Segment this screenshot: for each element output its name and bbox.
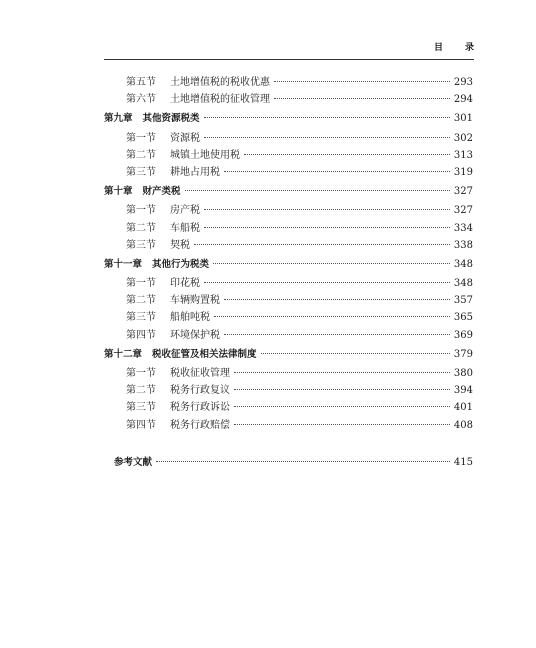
- entry-page: 357: [453, 295, 473, 307]
- toc-entry[interactable]: [104, 202, 473, 219]
- header-title: 目录: [433, 43, 496, 53]
- dot-leader: [234, 389, 450, 390]
- dot-leader: [204, 282, 450, 283]
- chapter-page: 301: [453, 113, 473, 125]
- dot-leader: [234, 406, 450, 407]
- entry-number: 第三节: [126, 166, 156, 178]
- entry-page: 338: [453, 239, 473, 251]
- entry-number: 第一节: [126, 205, 156, 217]
- entry-number: 第一节: [126, 278, 156, 290]
- dot-leader: [261, 353, 450, 354]
- entry-title: 资源税: [170, 132, 200, 144]
- references-page: 415: [453, 456, 473, 468]
- entry-title: 印花税: [170, 278, 200, 290]
- entry-page: 327: [453, 205, 473, 217]
- dot-leader: [214, 316, 450, 317]
- entry-page: 334: [453, 222, 473, 234]
- entry-title: 税收征收管理: [170, 368, 230, 379]
- dot-leader: [234, 372, 450, 373]
- chapter-title: 其他资源税类: [142, 113, 200, 125]
- toc-entry[interactable]: [104, 164, 473, 181]
- dot-leader: [274, 81, 450, 82]
- chapter-title: 税收征管及相关法律制度: [152, 348, 257, 360]
- entry-title: 税务行政复议: [170, 385, 230, 397]
- entry-page: 394: [453, 385, 473, 397]
- chapter-page: 327: [453, 186, 473, 198]
- dot-leader: [234, 424, 450, 425]
- entry-title: 船舶吨税: [170, 312, 210, 324]
- entry-page: 369: [453, 329, 473, 341]
- toc-chapter[interactable]: [104, 183, 473, 200]
- table-of-contents: [104, 74, 473, 473]
- dot-leader: [224, 299, 450, 300]
- entry-number: 第一节: [126, 368, 156, 379]
- toc-entry[interactable]: [104, 382, 473, 399]
- dot-leader: [204, 209, 450, 210]
- toc-entry[interactable]: [104, 399, 473, 416]
- entry-page: 365: [453, 312, 473, 324]
- entry-title: 契税: [170, 239, 190, 251]
- entry-number: 第四节: [126, 419, 156, 431]
- entry-title: 环境保护税: [170, 329, 220, 341]
- entry-number: 第二节: [126, 295, 156, 307]
- toc-entry[interactable]: [104, 275, 473, 292]
- toc-references[interactable]: [104, 454, 473, 471]
- entry-number: 第二节: [126, 385, 156, 397]
- entry-title: 车辆购置税: [170, 295, 220, 307]
- toc-entry[interactable]: [104, 292, 473, 309]
- chapter-page: 379: [453, 348, 473, 360]
- toc-entry[interactable]: [104, 327, 473, 344]
- toc-entry[interactable]: [104, 74, 473, 91]
- chapter-title: 财产类税: [142, 186, 181, 198]
- entry-title: 税务行政赔偿: [170, 419, 230, 431]
- dot-leader: [204, 227, 450, 228]
- references-title: 参考文献: [114, 456, 153, 468]
- entry-page: 348: [453, 278, 473, 290]
- entry-page: 408: [453, 419, 473, 431]
- entry-number: 第二节: [126, 149, 156, 161]
- entry-title: 耕地占用税: [170, 166, 220, 178]
- dot-leader: [204, 137, 450, 138]
- header-rule: [104, 59, 474, 60]
- dot-leader: [204, 117, 450, 118]
- entry-number: 第六节: [126, 94, 156, 106]
- dot-leader: [194, 244, 450, 245]
- entry-page: 401: [453, 402, 473, 414]
- toc-chapter[interactable]: [104, 346, 473, 363]
- entry-number: 第五节: [126, 77, 156, 88]
- chapter-number: 第十二章: [104, 348, 143, 360]
- entry-title: 土地增值税的税收优惠: [170, 77, 270, 88]
- entry-page: 313: [453, 149, 473, 161]
- toc-entry[interactable]: [104, 417, 473, 434]
- entry-title: 城镇土地使用税: [170, 149, 240, 161]
- dot-leader: [224, 334, 450, 335]
- toc-entry[interactable]: [104, 309, 473, 326]
- entry-title: 房产税: [170, 205, 200, 217]
- page-header: [104, 38, 496, 60]
- chapter-number: 第十章: [104, 186, 133, 198]
- entry-title: 车船税: [170, 222, 200, 234]
- chapter-number: 第九章: [104, 113, 133, 125]
- toc-entry[interactable]: [104, 130, 473, 147]
- dot-leader: [274, 98, 450, 99]
- entry-number: 第四节: [126, 329, 156, 341]
- toc-entry[interactable]: [104, 147, 473, 164]
- entry-number: 第一节: [126, 132, 156, 144]
- entry-page: 294: [453, 94, 473, 106]
- dot-leader: [213, 263, 450, 264]
- toc-entry[interactable]: [104, 365, 473, 382]
- dot-leader: [224, 171, 450, 172]
- toc-entry[interactable]: [104, 237, 473, 254]
- entry-title: 土地增值税的征收管理: [170, 94, 270, 106]
- entry-page: 293: [453, 77, 473, 88]
- chapter-title: 其他行为税类: [152, 258, 210, 270]
- dot-leader: [156, 461, 450, 462]
- toc-chapter[interactable]: [104, 256, 473, 273]
- dot-leader: [185, 190, 450, 191]
- dot-leader: [244, 154, 450, 155]
- toc-entry[interactable]: [104, 220, 473, 237]
- chapter-page: 348: [453, 258, 473, 270]
- entry-number: 第三节: [126, 312, 156, 324]
- entry-page: 319: [453, 166, 473, 178]
- entry-number: 第三节: [126, 402, 156, 414]
- entry-number: 第二节: [126, 222, 156, 234]
- entry-number: 第三节: [126, 239, 156, 251]
- entry-page: 380: [453, 368, 473, 379]
- chapter-number: 第十一章: [104, 258, 143, 270]
- entry-title: 税务行政诉讼: [170, 402, 230, 414]
- toc-entry[interactable]: [104, 91, 473, 108]
- entry-page: 302: [453, 132, 473, 144]
- toc-chapter[interactable]: [104, 110, 473, 127]
